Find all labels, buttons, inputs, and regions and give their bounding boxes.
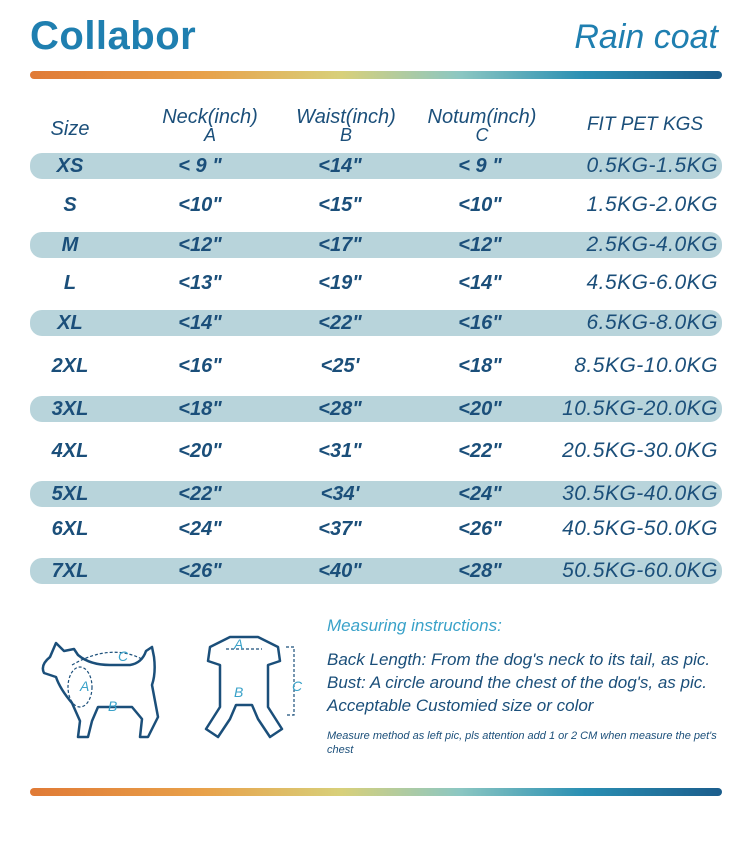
coat-label-a: A: [234, 636, 244, 652]
cell-fit: 40.5KG-50.0KG: [562, 517, 718, 540]
cell-waist: <17": [318, 233, 362, 256]
cell-waist: <28": [318, 397, 362, 420]
coat-label-b: B: [234, 684, 244, 700]
cell-size: 3XL: [51, 397, 89, 420]
cell-fit: 1.5KG-2.0KG: [586, 193, 718, 216]
cell-neck: <16": [178, 354, 222, 377]
table-row: [30, 558, 722, 584]
table-row: [30, 153, 722, 179]
cell-fit: 4.5KG-6.0KG: [586, 271, 718, 294]
cell-waist: <15": [318, 193, 362, 216]
cell-neck: <10": [178, 193, 222, 216]
cell-waist: <22": [318, 311, 362, 334]
cell-size: L: [63, 271, 77, 294]
measure-note: Measure method as left pic, pls attention add 1 or 2 CM when measure the pet's chest: [327, 730, 717, 756]
cell-fit: 20.5KG-30.0KG: [562, 439, 718, 462]
coat-label-c: C: [292, 678, 303, 694]
cell-size: 5XL: [51, 482, 89, 505]
cell-fit: 2.5KG-4.0KG: [586, 233, 718, 256]
cell-waist: <25': [320, 354, 360, 377]
table-row: [30, 353, 722, 379]
cell-size: XL: [57, 311, 83, 334]
cell-neck: <22": [178, 482, 222, 505]
cell-fit: 6.5KG-8.0KG: [586, 311, 718, 334]
cell-notum: <26": [458, 517, 502, 540]
cell-notum: <10": [458, 193, 502, 216]
cell-fit: 10.5KG-20.0KG: [562, 397, 718, 420]
cell-waist: <34': [320, 482, 360, 505]
table-row: [30, 310, 722, 336]
header-neck-label: Neck(inch): [162, 106, 258, 128]
brand-logo: Collabor: [30, 14, 197, 58]
cell-notum: < 9 ": [458, 154, 502, 177]
header-waist: [284, 108, 408, 144]
table-row: [30, 192, 722, 218]
cell-neck: <20": [178, 439, 222, 462]
cell-notum: <18": [458, 354, 502, 377]
cell-size: S: [63, 193, 77, 216]
header-neck-letter: A: [203, 125, 216, 145]
header-waist-label: Waist(inch): [296, 106, 396, 128]
cell-notum: <22": [458, 439, 502, 462]
cell-notum: <20": [458, 397, 502, 420]
top-gradient-divider: [30, 71, 722, 79]
cell-neck: <24": [178, 517, 222, 540]
cell-waist: <31": [318, 439, 362, 462]
cell-waist: <40": [318, 559, 362, 582]
table-row: [30, 232, 722, 258]
header-fit-pet-kgs: FIT PET KGS: [586, 114, 704, 135]
cell-waist: <14": [318, 154, 362, 177]
table-row: [30, 270, 722, 296]
table-row: [30, 438, 722, 464]
cell-notum: <16": [458, 311, 502, 334]
dog-label-a: A: [80, 678, 90, 694]
header-notum-label: Notum(inch): [427, 106, 537, 128]
cell-size: 6XL: [51, 517, 89, 540]
table-row: [30, 481, 722, 507]
cell-fit: 8.5KG-10.0KG: [574, 354, 718, 377]
coat-outline-icon: [206, 637, 282, 737]
cell-size: M: [61, 233, 79, 256]
header-notum: [414, 108, 550, 144]
cell-size: 7XL: [51, 559, 89, 582]
cell-fit: 50.5KG-60.0KG: [562, 559, 718, 582]
header-neck: [150, 108, 270, 144]
cell-neck: < 9 ": [178, 154, 222, 177]
cell-notum: <28": [458, 559, 502, 582]
product-title: Rain coat: [574, 18, 718, 56]
cell-waist: <37": [318, 517, 362, 540]
cell-neck: <12": [178, 233, 222, 256]
dog-outline-icon: [43, 643, 158, 737]
instruction-custom: Acceptable Customied size or color: [327, 696, 594, 715]
cell-notum: <24": [458, 482, 502, 505]
cell-size: 2XL: [51, 354, 89, 377]
dog-label-c: C: [118, 648, 129, 664]
cell-neck: <13": [178, 271, 222, 294]
measurement-diagram: [30, 625, 310, 745]
cell-notum: <12": [458, 233, 502, 256]
cell-size: XS: [56, 154, 84, 177]
cell-fit: 30.5KG-40.0KG: [562, 482, 718, 505]
dog-label-b: B: [108, 698, 118, 714]
cell-neck: <18": [178, 397, 222, 420]
cell-fit: 0.5KG-1.5KG: [586, 154, 718, 177]
instruction-back-length: Back Length: From the dog's neck to its tail, as pic.: [327, 650, 711, 669]
instructions-title: Measuring instructions:: [327, 616, 502, 635]
cell-waist: <19": [318, 271, 362, 294]
header-notum-letter: C: [475, 125, 489, 145]
table-row: [30, 516, 722, 542]
instruction-bust: Bust: A circle around the chest of the dog's, as pic.: [327, 673, 707, 692]
cell-neck: <26": [178, 559, 222, 582]
cell-size: 4XL: [51, 439, 89, 462]
header-waist-letter: B: [339, 125, 352, 145]
bottom-gradient-divider: [30, 788, 722, 796]
table-row: [30, 396, 722, 422]
cell-notum: <14": [458, 271, 502, 294]
cell-neck: <14": [178, 311, 222, 334]
header-size: Size: [50, 118, 90, 140]
